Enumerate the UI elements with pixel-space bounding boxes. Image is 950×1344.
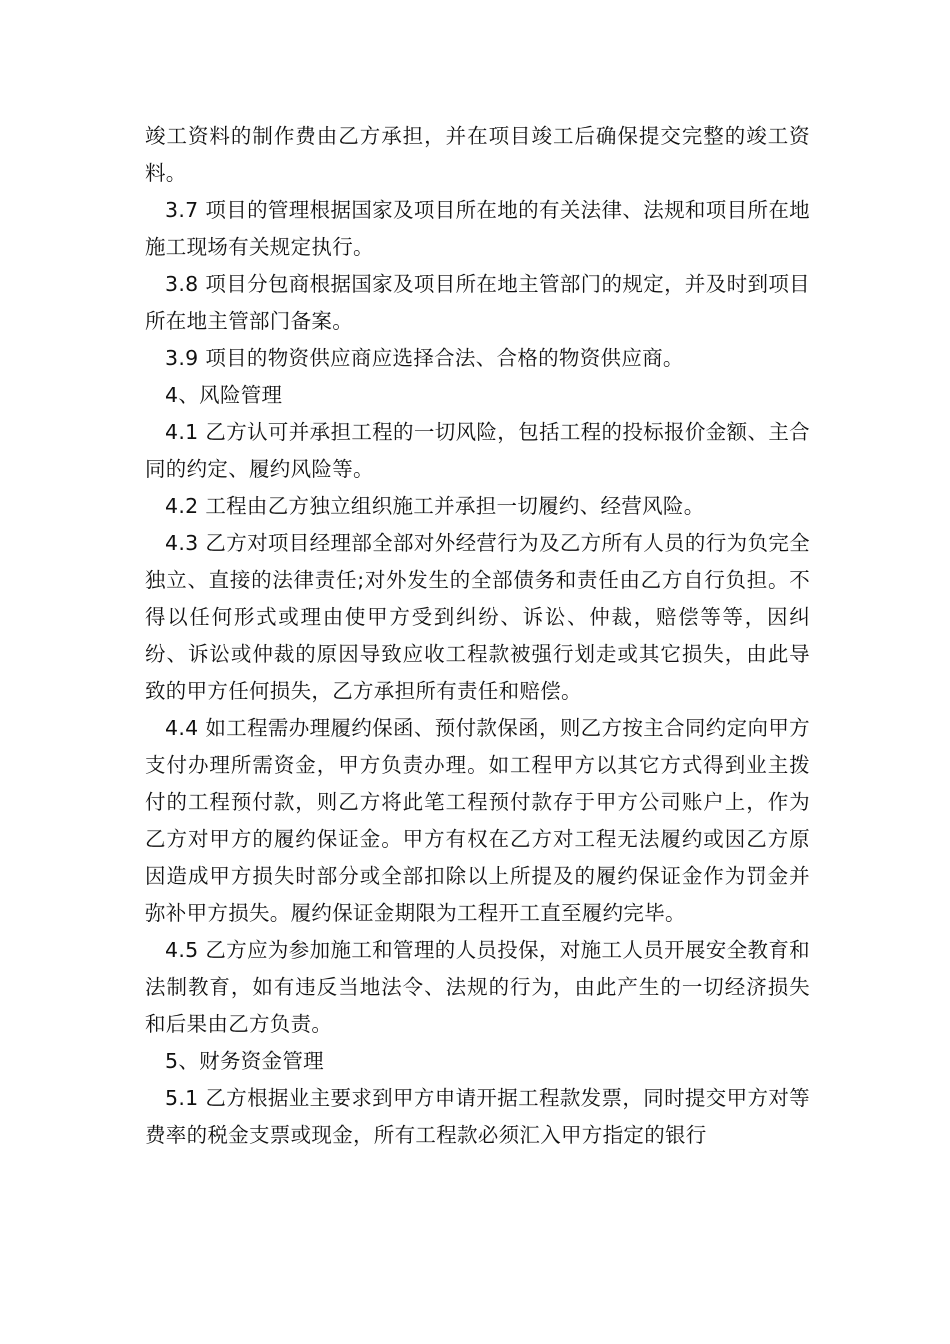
paragraph-3-9: 3.9 项目的物资供应商应选择合法、合格的物资供应商。 (165, 346, 684, 370)
section-heading-financial-management: 5、财务资金管理 (165, 1049, 324, 1073)
paragraph-3-7: 3.7 项目的管理根据国家及项目所在地的有关法律、法规和项目所在地施工现场有关规定执行。 (145, 198, 810, 259)
paragraph-5-1: 5.1 乙方根据业主要求到甲方申请开据工程款发票，同时提交甲方对等费率的税金支票或现金，所有工程款必须汇入甲方指定的银行 (145, 1086, 810, 1147)
paragraph-completion-materials: 竣工资料的制作费由乙方承担，并在项目竣工后确保提交完整的竣工资料。 (145, 124, 810, 185)
section-heading-risk-management: 4、风险管理 (165, 383, 283, 407)
paragraph-3-8: 3.8 项目分包商根据国家及项目所在地主管部门的规定，并及时到项目所在地主管部门备案。 (145, 272, 810, 333)
paragraph-4-5: 4.5 乙方应为参加施工和管理的人员投保，对施工人员开展安全教育和法制教育，如有违反当地法令、法规的行为，由此产生的一切经济损失和后果由乙方负责。 (145, 938, 810, 1036)
paragraph-4-3: 4.3 乙方对项目经理部全部对外经营行为及乙方所有人员的行为负完全独立、直接的法律责任;对外发生的全部债务和责任由乙方自行负担。不得以任何形式或理由使甲方受到纠纷、诉讼、仲裁，赔偿等等，因纠纷、诉讼或仲裁的原因导致应收工程款被强行划走或其它损失，由此导致的甲方任何损失，乙方承担所有责任和赔偿。 (145, 531, 810, 703)
paragraph-4-1: 4.1 乙方认可并承担工程的一切风险，包括工程的投标报价金额、主合同的约定、履约风险等。 (145, 420, 810, 481)
paragraph-4-4: 4.4 如工程需办理履约保函、预付款保函，则乙方按主合同约定向甲方支付办理所需资金，甲方负责办理。如工程甲方以其它方式得到业主拨付的工程预付款，则乙方将此笔工程预付款存于甲方公司账户上，作为乙方对甲方的履约保证金。甲方有权在乙方对工程无法履约或因乙方原因造成甲方损失时部分或全部扣除以上所提及的履约保证金作为罚金并弥补甲方损失。履约保证金期限为工程开工直至履约完毕。 (145, 716, 810, 925)
document-body (145, 118, 810, 1154)
paragraph-4-2: 4.2 工程由乙方独立组织施工并承担一切履约、经营风险。 (165, 494, 705, 518)
